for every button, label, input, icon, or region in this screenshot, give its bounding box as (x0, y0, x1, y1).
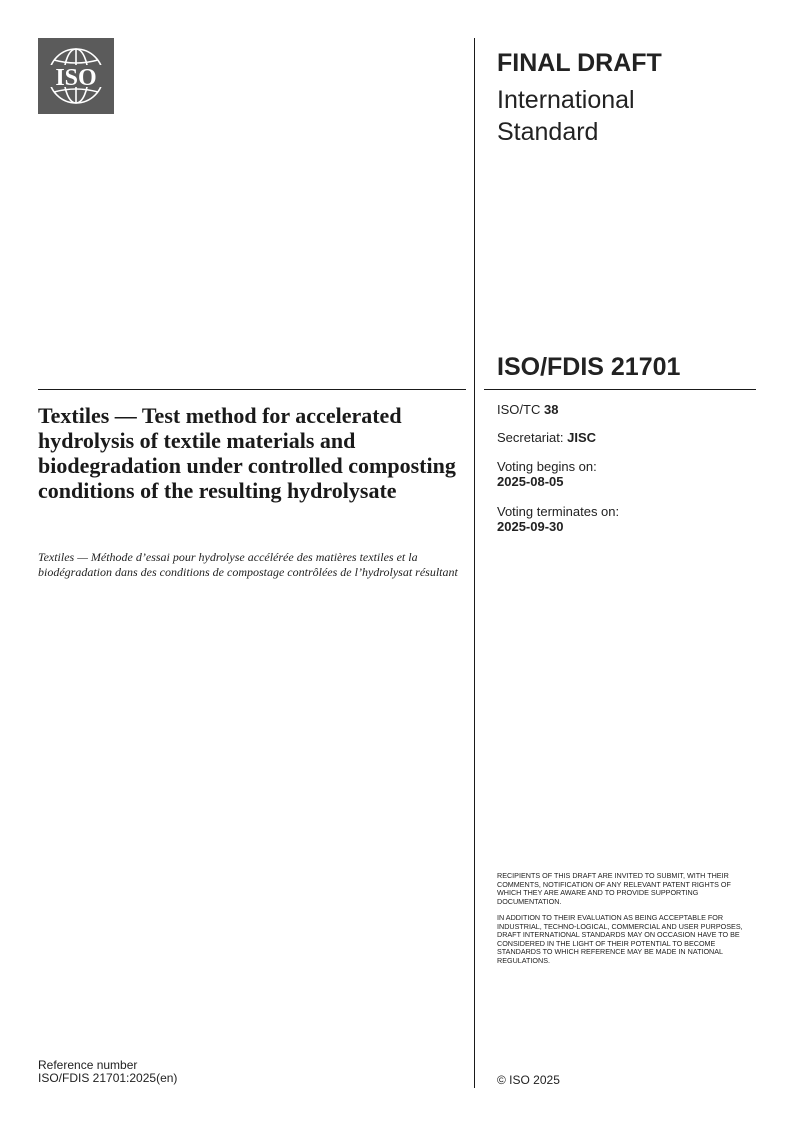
secretariat (497, 430, 767, 445)
regulation-notice: IN ADDITION TO THEIR EVALUATION AS BEING ACCEPTABLE FOR INDUSTRIAL, TECHNO-LOGICAL, COMMERCIAL AND USER PURPOSES, DRAFT INTERNATIONAL STANDARDS MAY ON OCCASION HAVE TO BE CONSIDERED IN THE LIGHT OF THEIR POTENTIAL TO BECOME STANDARDS TO WHICH REFERENCE MAY BE MADE IN NATIONAL REGULATIONS. (497, 913, 743, 965)
technical-committee (497, 402, 767, 417)
tc-value: 38 (543, 402, 559, 417)
title-rule (38, 389, 466, 390)
voting-terminates (497, 504, 767, 534)
french-title: Textiles — Méthode d’essai pour hydrolyse accélérée des matières textiles et la biodégradation dans des conditions de compostage contrôlées de l’hydrolysat résultant (38, 550, 458, 579)
reference-number (38, 1059, 338, 1085)
voting-ends-value: 2025-09-30 (497, 519, 564, 534)
document-type (497, 84, 767, 148)
secretariat-value: JISC (567, 430, 597, 445)
document-type-line1: International (497, 86, 635, 114)
iso-logo (38, 38, 114, 114)
voting-begins (497, 459, 767, 489)
voting-begins-label: Voting begins on: (497, 459, 597, 474)
patent-notice: RECIPIENTS OF THIS DRAFT ARE INVITED TO SUBMIT, WITH THEIR COMMENTS, NOTIFICATION OF ANY RELEVANT PATENT RIGHTS OF WHICH THEY ARE AWARE AND TO PROVIDE SUPPORTING DOCUMENTATION. (497, 871, 731, 906)
logo-text: ISO (55, 65, 97, 91)
main-title: Textiles — Test method for accelerated hydrolysis of textile materials and biodegradation under controlled composting conditions of the resulting hydrolysate (38, 403, 456, 503)
document-type-line2: Standard (497, 118, 599, 146)
tc-label: ISO/TC (497, 402, 541, 417)
draft-status: FINAL DRAFT (497, 49, 662, 77)
reference-label: Reference number (38, 1058, 138, 1072)
voting-begins-value: 2025-08-05 (497, 474, 564, 489)
globe-icon (38, 38, 114, 114)
copyright: © ISO 2025 (497, 1073, 560, 1087)
voting-ends-label: Voting terminates on: (497, 504, 620, 519)
reference-value: ISO/FDIS 21701:2025(en) (38, 1071, 178, 1085)
secretariat-label: Secretariat: (497, 430, 564, 445)
column-divider (474, 38, 475, 1088)
number-rule (484, 389, 756, 390)
document-number: ISO/FDIS 21701 (497, 353, 681, 381)
